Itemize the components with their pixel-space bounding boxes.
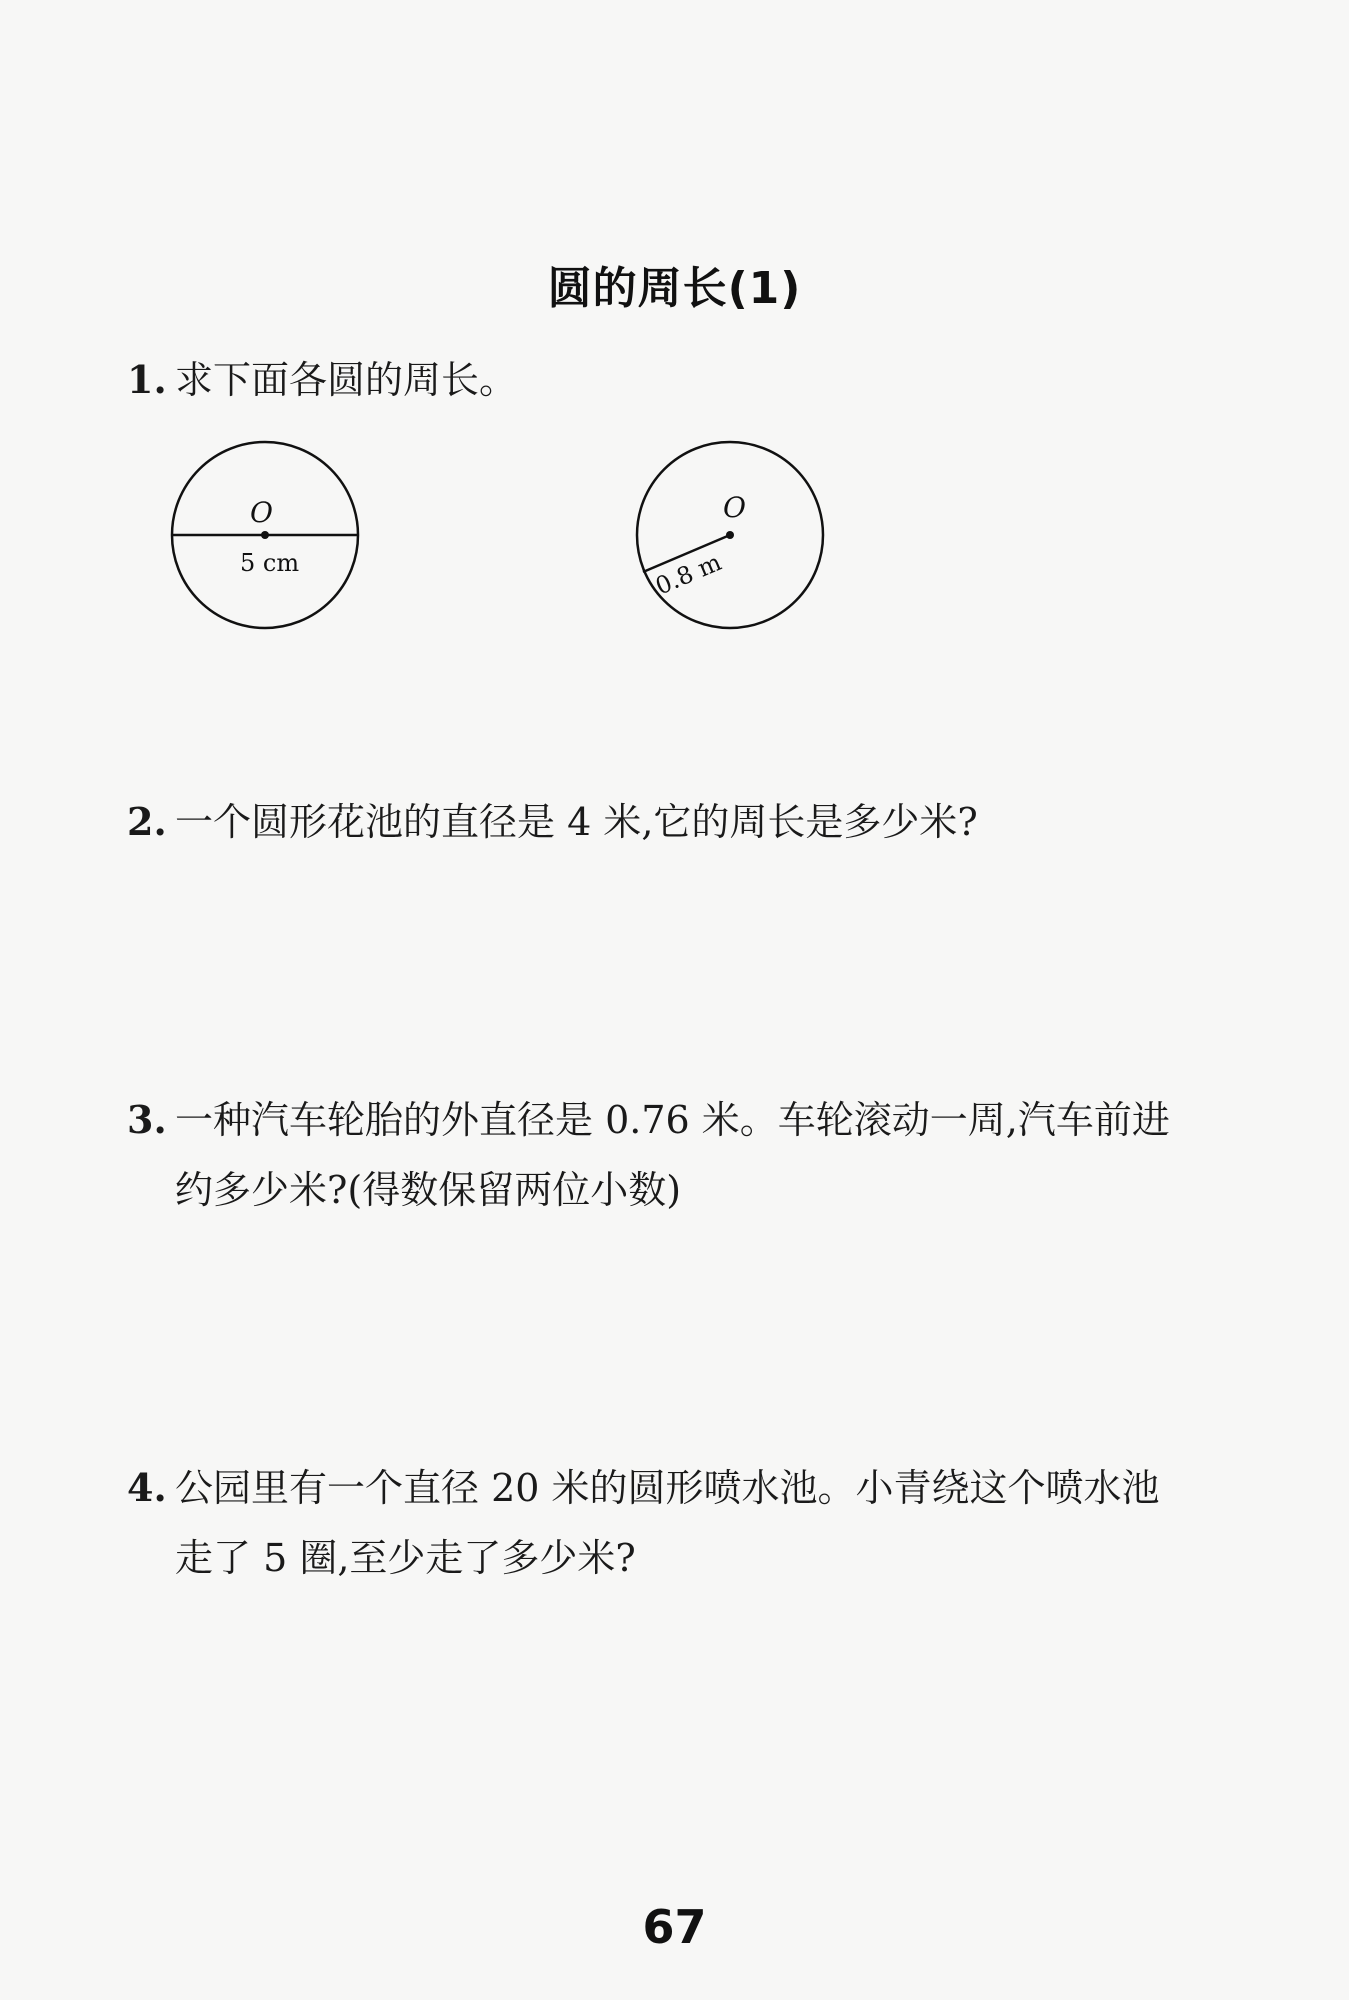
center-label: O <box>723 491 746 524</box>
question-number: 1. <box>127 357 167 402</box>
center-point <box>726 531 734 539</box>
question-text: 一个圆形花池的直径是 4 米,它的周长是多少米? <box>175 800 978 844</box>
page-title: 圆的周长(1) <box>547 263 802 314</box>
question-2 <box>127 787 1227 857</box>
question-number: 2. <box>127 799 167 844</box>
center-label: O <box>250 496 273 529</box>
page-number: 67 <box>642 1900 707 1954</box>
question-3 <box>127 1085 1227 1225</box>
question-text-line2: 约多少米?(得数保留两位小数) <box>175 1168 682 1212</box>
question-1 <box>127 345 1227 415</box>
circle-diagram-diameter <box>165 435 365 635</box>
question-text-line1: 一种汽车轮胎的外直径是 0.76 米。车轮滚动一周,汽车前进 <box>175 1098 1170 1142</box>
center-point <box>261 531 269 539</box>
question-4 <box>127 1453 1227 1593</box>
question-number: 3. <box>127 1097 167 1142</box>
question-text-line1: 公园里有一个直径 20 米的圆形喷水池。小青绕这个喷水池 <box>175 1466 1160 1510</box>
question-text: 求下面各圆的周长。 <box>175 358 518 402</box>
radius-label: 0.8 m <box>651 547 726 601</box>
question-text-line2: 走了 5 圈,至少走了多少米? <box>175 1536 636 1580</box>
question-number: 4. <box>127 1465 167 1510</box>
circle-diagram-radius <box>630 435 830 635</box>
diameter-label: 5 cm <box>240 549 300 577</box>
